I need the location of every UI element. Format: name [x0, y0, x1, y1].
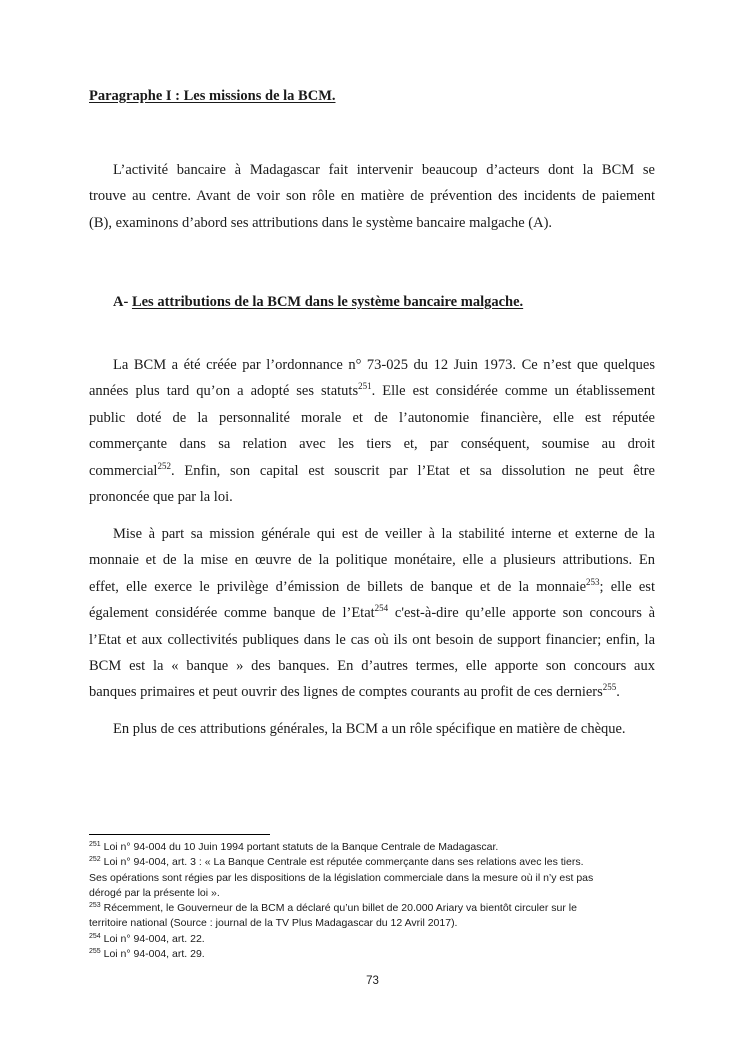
- section-heading: Paragraphe I : Les missions de la BCM.: [89, 88, 336, 104]
- text-line: prononcée que par la loi.: [89, 488, 233, 505]
- text-line: (B), examinons d’abord ses attributions dans le système bancaire malgache (A).: [89, 214, 553, 231]
- text-line: effet, elle exerce le privilège d’émission de billets de banque et de la monnaie$^{253}$; elle est: [89, 576, 655, 595]
- footnote-251: $^{251}$ Loi n° 94-004 du 10 Juin 1994 portant statuts de la Banque Centrale de Madagascar.: [89, 841, 499, 853]
- page-number: 73: [366, 975, 379, 987]
- text-line: trouve au centre. Avant de voir son rôle en matière de prévention des incidents de paiement: [89, 188, 655, 205]
- subsection-title: Les attributions de la BCM dans le système bancaire malgache.: [131, 294, 524, 310]
- footnote-253: $^{253}$ Récemment, le Gouverneur de la BCM a déclaré qu’un billet de 20.000 Ariary va bientôt circuler sur le: [89, 902, 577, 915]
- text-line: l’Etat et aux collectivités publiques dans le cas où ils ont besoin de support financier; enfin, la: [89, 631, 655, 648]
- subsection-heading: [113, 294, 523, 311]
- text-line: monnaie et de la mise en œuvre de la politique monétaire, elle a plusieurs attributions. En: [89, 552, 655, 569]
- footnote-254: $^{254}$ Loi n° 94-004, art. 22.: [89, 932, 205, 945]
- intro-paragraph: [89, 157, 655, 236]
- footnotes: [89, 840, 655, 962]
- text-line: commercial$^{252}$. Enfin, son capital est souscrit par l’Etat et sa dissolution ne peut être: [89, 460, 655, 479]
- text-line: public doté de la personnalité morale et de l’autonomie financière, elle est réputée: [89, 409, 655, 426]
- text-line: années plus tard qu’on a adopté ses statuts$^{251}$. Elle est considérée comme un établissement: [89, 381, 655, 400]
- footnote-252-cont: dérogé par la présente loi ».: [89, 886, 220, 899]
- footnote-ref-254[interactable]: 254: [374, 603, 389, 614]
- footnote-253-cont: territoire national (Source : journal de la TV Plus Madagascar du 12 Avril 2017).: [89, 917, 458, 930]
- text-line: commerçante dans sa relation avec les tiers et, par conséquent, soumise au droit: [89, 436, 655, 453]
- text-line: Mise à part sa mission générale qui est de veiller à la stabilité interne et externe de la: [113, 526, 655, 542]
- text-line: La BCM a été créée par l’ordonnance n° 73-025 du 12 Juin 1973. Ce n’est que quelques: [113, 357, 655, 373]
- footnote-ref-252[interactable]: 252: [157, 460, 171, 471]
- paragraph-creation: [89, 352, 655, 510]
- text-line: banques primaires et peut ouvrir des lignes de comptes courants au profit de ces derniers$^{255}$.: [89, 682, 620, 701]
- paragraph-attributions: [89, 521, 655, 706]
- footnote-ref-253[interactable]: 253: [586, 576, 600, 587]
- text-line: L’activité bancaire à Madagascar fait intervenir beaucoup d’acteurs dont la BCM se: [113, 162, 655, 178]
- paragraph-cheque: [89, 716, 655, 742]
- footnote-255: $^{255}$ Loi n° 94-004, art. 29.: [89, 948, 205, 961]
- footnote-252: $^{252}$ Loi n° 94-004, art. 3 : « La Banque Centrale est réputée commerçante dans ses relations avec les tiers.: [89, 856, 584, 869]
- footnote-252-cont: Ses opérations sont régies par les dispositions de la législation commerciale dans la mesure où il n’y est pas: [89, 871, 594, 884]
- text-line: BCM est la « banque » des banques. En d’autres termes, elle apporte son concours aux: [89, 657, 655, 674]
- footnote-ref-251[interactable]: 251: [358, 381, 372, 392]
- text-line: également considérée comme banque de l’Etat$^{254}$ c'est-à-dire qu’elle apporte son concours à: [89, 603, 656, 622]
- footnote-ref-255[interactable]: 255: [602, 682, 617, 693]
- text-line: En plus de ces attributions générales, la BCM a un rôle spécifique en matière de chèque.: [113, 721, 626, 737]
- footnote-separator: [89, 834, 270, 835]
- subsection-marker: A-: [113, 294, 129, 310]
